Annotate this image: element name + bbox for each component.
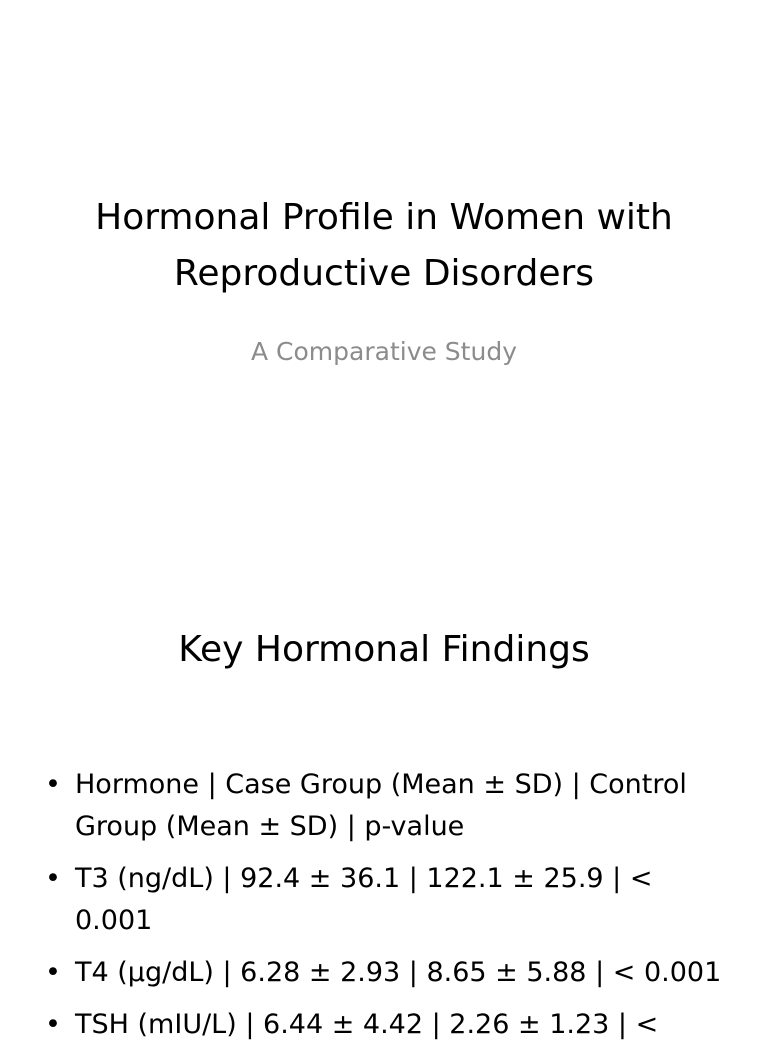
bullet-icon: •: [45, 863, 61, 894]
bullet-icon: •: [45, 769, 61, 800]
bullet-text: T3 (ng/dL) | 92.4 ± 36.1 | 122.1 ± 25.9 | < 0.001: [75, 863, 653, 936]
bullet-icon: •: [45, 1009, 61, 1040]
slide-subtitle: A Comparative Study: [251, 337, 517, 366]
findings-bullet-list: [0, 764, 768, 1056]
slide-title: Hormonal Profile in Women with Reproductive Disorders: [95, 197, 673, 294]
bullet-text: T4 (µg/dL) | 6.28 ± 2.93 | 8.65 ± 5.88 | < 0.001: [75, 957, 722, 988]
bullet-item-header: [0, 764, 768, 848]
bullet-icon: •: [45, 957, 61, 988]
bullet-item-tsh: [0, 1004, 768, 1046]
bullet-item-t4: [0, 952, 768, 994]
bullet-text: Hormone | Case Group (Mean ± SD) | Control Group (Mean ± SD) | p-value: [75, 769, 687, 842]
bullet-item-t3: [0, 858, 768, 942]
findings-title: Key Hormonal Findings: [178, 629, 590, 670]
bullet-text: TSH (mIU/L) | 6.44 ± 4.42 | 2.26 ± 1.23 | <: [75, 1009, 659, 1040]
